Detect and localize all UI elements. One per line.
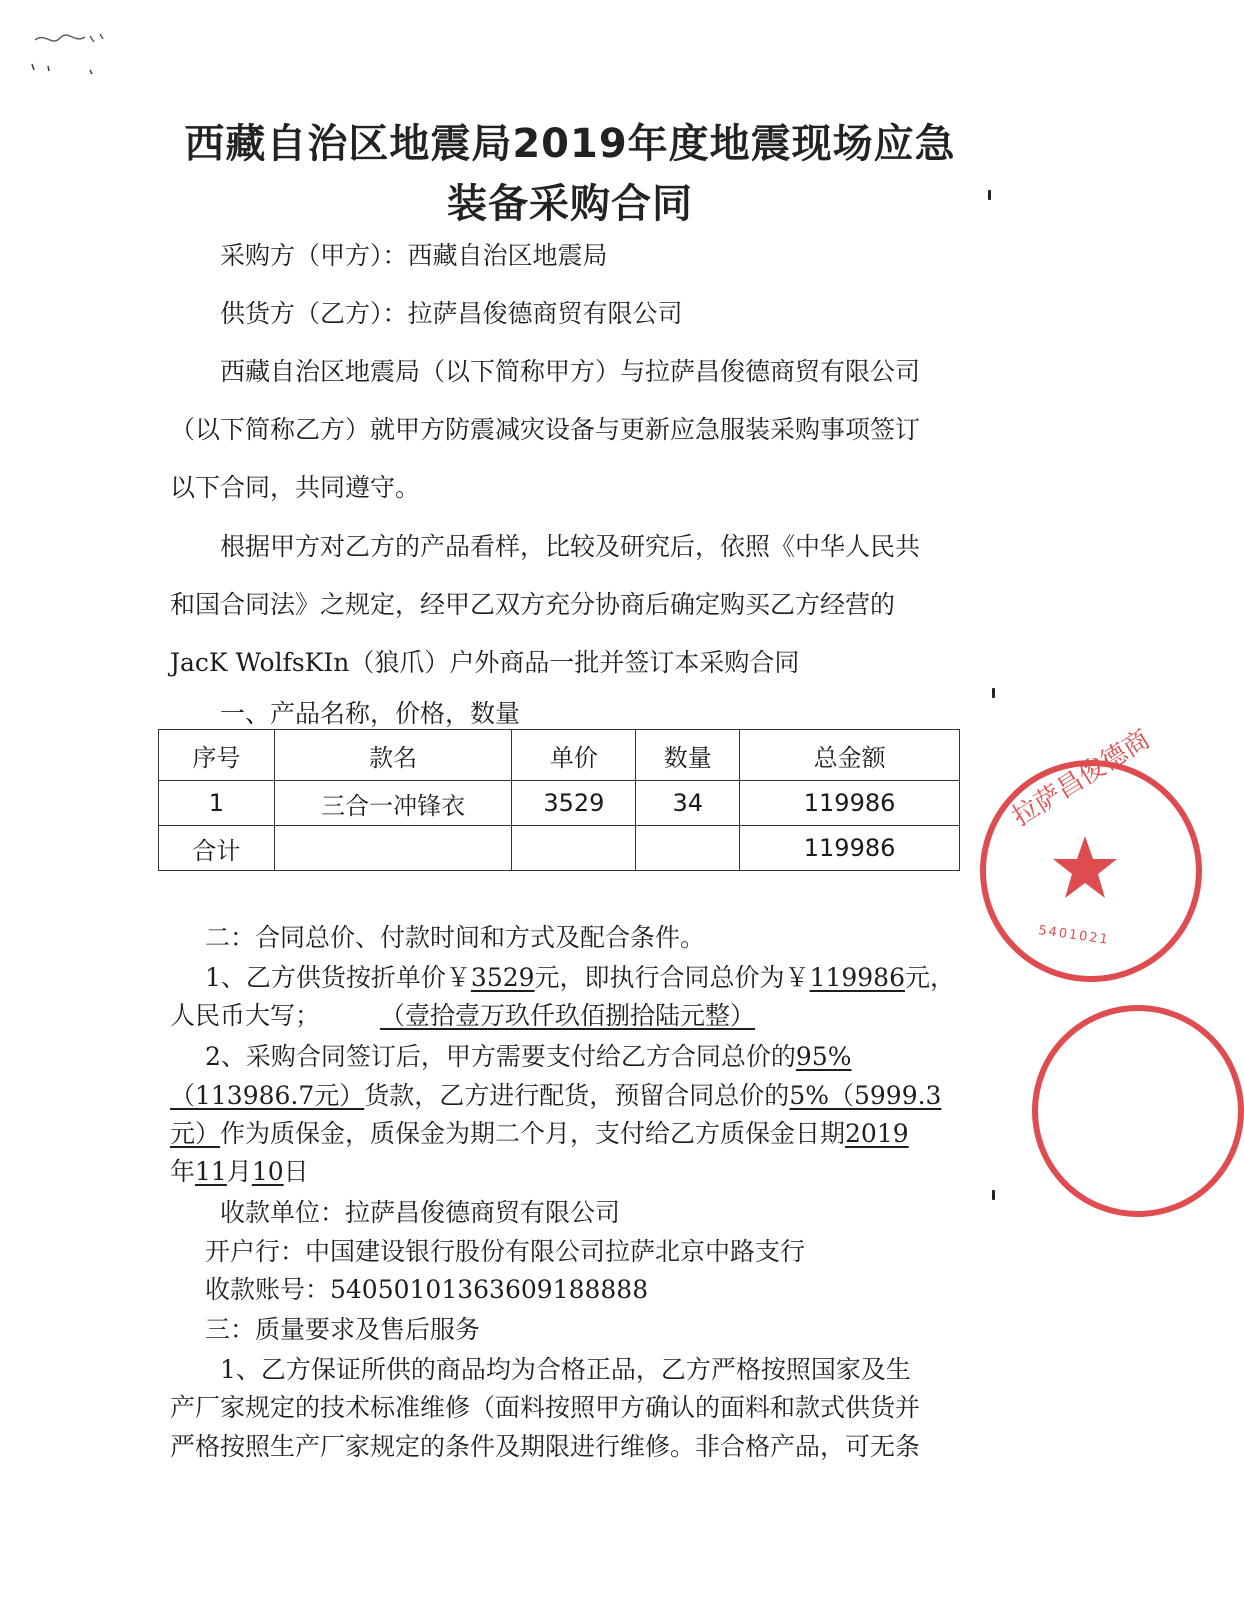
deposit-year: 2019 [845,1119,909,1148]
clause2-1-line [205,958,955,994]
clause-text: 元， [905,963,956,992]
intro-line: （以下简称乙方）就甲方防震减灾设备与更新应急服装采购事项签订 [170,415,921,444]
clause3-line: 产厂家规定的技术标准维修（面料按照甲方确认的面料和款式供货并 [170,1393,921,1422]
header-unit-price: 单价 [512,730,636,781]
clause3-line: 1、乙方保证所供的商品均为合格正品，乙方严格按照国家及生 [220,1355,911,1384]
deposit-date-line [170,1152,309,1188]
empty-cell [512,826,636,871]
scan-mark [992,1190,995,1200]
bank-line: 开户行：中国建设银行股份有限公司拉萨北京中路支行 [205,1237,806,1266]
basis-line: 根据甲方对乙方的产品看样，比较及研究后，依照《中华人民共 [220,532,921,561]
document-title-line2: 装备采购合同 [447,181,693,227]
empty-cell [274,826,512,871]
amount5-end: 元） [170,1119,221,1148]
scan-mark [992,688,995,698]
header-total: 总金额 [740,730,960,781]
company-seal [980,724,1202,982]
basis-line: 和国合同法》之规定，经甲乙双方充分协商后确定购买乙方经营的 [170,590,896,619]
table-row [159,781,960,826]
payee-line: 收款单位：拉萨昌俊德商贸有限公司 [220,1198,621,1227]
section3-heading: 三：质量要求及售后服务 [205,1315,481,1344]
scan-scribble [30,22,120,82]
capital-amount: （壹拾壹万玖仟玖佰捌拾陆元整） [380,1001,756,1030]
seal-text: 拉萨昌俊德商 [1007,724,1156,833]
clause-text: 年 [170,1157,196,1186]
seal-star-icon [1050,832,1120,902]
clause3-line: 严格按照生产厂家规定的条件及期限进行维修。非合格产品，可无条 [170,1432,921,1461]
clause2-2-line [170,1114,909,1150]
product-table [158,729,960,871]
header-quantity: 数量 [636,730,740,781]
intro-line: 西藏自治区地震局（以下简称甲方）与拉萨昌俊德商贸有限公司 [220,357,921,386]
total-value: 119986 [740,826,960,871]
deposit-month: 11 [195,1157,227,1186]
clause2-1-capital-line [170,996,755,1032]
header-name: 款名 [274,730,512,781]
clause-text: 货款，乙方进行配货，预留合同总价的 [364,1081,790,1110]
clause2-2-line [205,1037,852,1073]
clause-text: 月 [226,1157,252,1186]
table-total-row [159,826,960,871]
account-line: 收款账号：54050101363609188888 [205,1275,649,1304]
clause-text: 元，即执行合同总价为￥ [534,963,810,992]
clause-text: 日 [283,1157,309,1186]
section2-heading: 二：合同总价、付款时间和方式及配合条件。 [205,923,706,952]
supplier-line: 供货方（乙方）：拉萨昌俊德商贸有限公司 [220,299,683,328]
intro-line: 以下合同，共同遵守。 [170,473,421,502]
header-index: 序号 [159,730,275,781]
seal-number: 5401021 [1037,923,1111,948]
table-header-row [159,730,960,781]
basis-line: JacK WolfsKIn（狼爪）户外商品一批并签订本采购合同 [170,648,800,677]
pct5-value: 5%（5999.3 [789,1081,942,1110]
total-label: 合计 [159,826,275,871]
buyer-line: 采购方（甲方）：西藏自治区地震局 [220,241,608,270]
cell-unit-price: 3529 [512,781,636,826]
clause-text: 1、乙方供货按折单价￥ [205,963,471,992]
cell-name: 三合一冲锋衣 [274,781,512,826]
cell-quantity: 34 [636,781,740,826]
clause2-2-line [170,1076,941,1112]
clause-text: 作为质保金，质保金为期二个月，支付给乙方质保金日期 [220,1119,846,1148]
unit-price-value: 3529 [470,963,535,992]
clause-text: 人民币大写； [170,1001,321,1030]
clause-text: 2、采购合同签订后，甲方需要支付给乙方合同总价的 [205,1042,796,1071]
company-seal-partial [1032,1005,1244,1217]
deposit-day: 10 [251,1157,284,1186]
cell-total: 119986 [740,781,960,826]
document-title-line1: 西藏自治区地震局2019年度地震现场应急 [184,121,956,167]
cell-index: 1 [159,781,275,826]
contract-total-value: 119986 [809,963,905,992]
empty-cell [636,826,740,871]
pct95-value: 95% [795,1042,852,1071]
amount95-value: （113986.7元） [170,1081,365,1110]
section1-heading: 一、产品名称，价格，数量 [220,699,521,728]
